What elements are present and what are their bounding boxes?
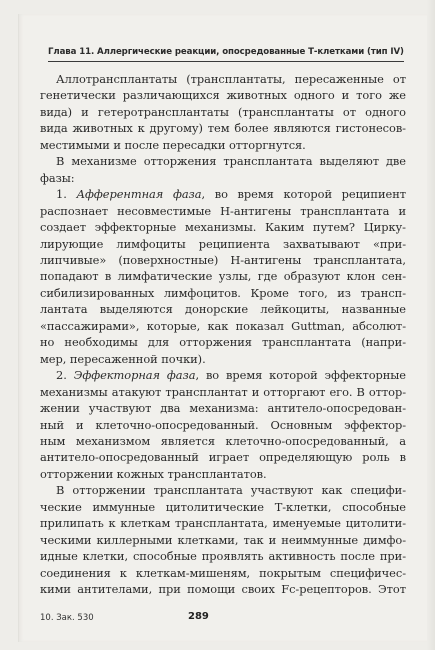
page-number: 289 xyxy=(188,611,209,622)
body-line: отторжении кожных трансплантатов. xyxy=(40,466,267,481)
body-line: В отторжении трансплантата участвуют как специфи- xyxy=(56,483,406,498)
body-text xyxy=(40,71,406,598)
body-line: вида) и гетеротрансплантаты (трансплантаты от одного xyxy=(40,104,406,119)
body-line: лирующие лимфоциты реципиента захватывают «при- xyxy=(40,236,406,251)
body-line: создает эффекторные механизмы. Каким путем? Цирку- xyxy=(40,220,406,235)
body-line: лантата выделяются донорские лейкоциты, названные xyxy=(40,302,406,317)
body-line: антитело-опосредованный играет определяющую роль в xyxy=(40,450,406,465)
body-line: попадают в лимфатические узлы, где образуют клон сен- xyxy=(40,269,406,284)
page-edge xyxy=(427,0,435,650)
body-line: соединения к клеткам-мишеням, покрытым специфичес- xyxy=(40,565,406,580)
body-line: механизмы атакуют трансплантат и отторгают его. В оттор- xyxy=(40,384,406,399)
body-line: ный и клеточно-опосредованный. Основным эффектор- xyxy=(40,417,406,432)
body-line: прилипать к клеткам трансплантата, именуемые цитолити- xyxy=(40,516,406,531)
body-line: липчивые» (поверхностные) H-антигены трансплантата, xyxy=(40,252,406,267)
body-line: ческими киллерными клетками, так и неиммунные димфо- xyxy=(40,532,406,547)
body-line: мер, пересаженной почки). xyxy=(40,351,206,366)
body-line: фазы: xyxy=(40,170,75,185)
body-line: сибилизированных лимфоцитов. Кроме того, из трансп- xyxy=(40,285,406,300)
header-rule xyxy=(48,61,404,62)
body-line: «пассажирами», которые, как показал Guttman, абсолют- xyxy=(40,318,406,333)
body-line: генетически различающихся животных одного и того же xyxy=(40,88,406,103)
body-line: но необходимы для отторжения трансплантата (напри- xyxy=(40,335,406,350)
body-line: ческие иммунные цитолитические Т-клетки, способные xyxy=(40,499,406,514)
body-line: кими антителами, при помощи своих Fc-рецепторов. Этот xyxy=(40,582,406,597)
body-line: ным механизмом является клеточно-опосредованный, а xyxy=(40,433,406,448)
body-line: вида животных к другому) тем более являются гистонесов- xyxy=(40,121,406,136)
body-line: В механизме отторжения трансплантата выделяют две xyxy=(56,154,406,169)
body-line: 1. Афферентная фаза, во время которой реципиент xyxy=(56,187,406,202)
body-line: жении участвуют два механизма: антитело-опосредован- xyxy=(40,401,406,416)
body-line: Аллотрансплантаты (трансплантаты, пересаженные от xyxy=(56,72,406,86)
body-line: 2. Эффекторная фаза, во время которой эффекторные xyxy=(56,368,406,383)
body-line: местимыми и после пересадки отторгнутся. xyxy=(40,137,306,152)
body-line: распознает несовместимые H-антигены трансплантата и xyxy=(40,203,406,218)
body-line: идные клетки, способные проявлять активность после при- xyxy=(40,549,406,564)
signature-mark: 10. Зак. 530 xyxy=(40,613,94,623)
running-header: Глава 11. Аллергические реакции, опосредованные Т-клетками (тип IV) xyxy=(48,47,404,57)
